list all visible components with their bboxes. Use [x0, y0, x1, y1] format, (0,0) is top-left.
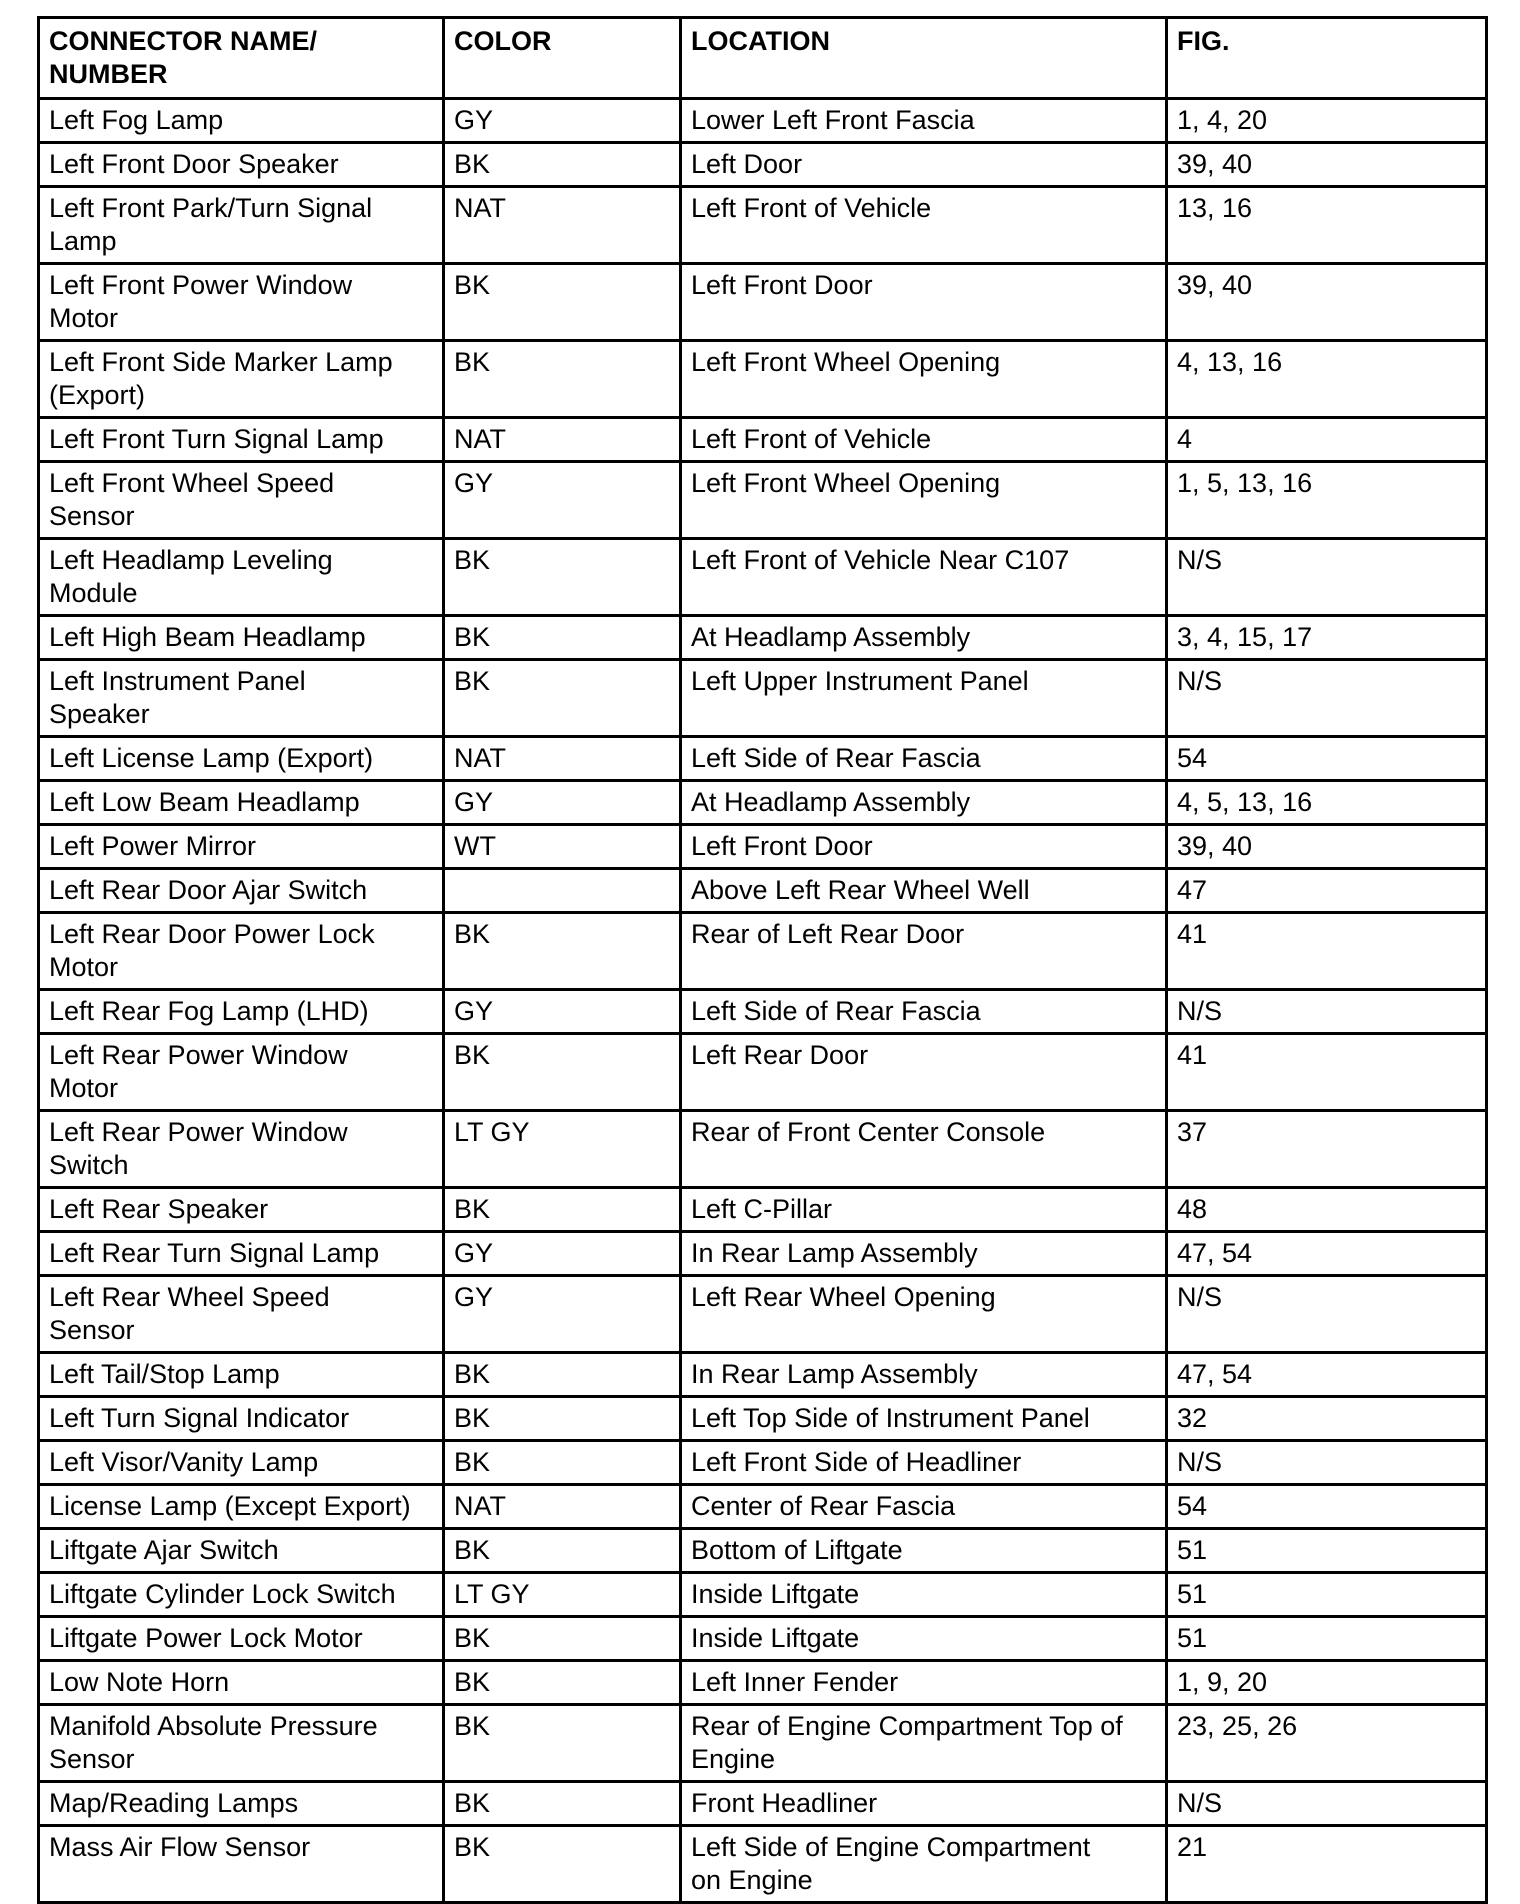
table-row — [39, 616, 1487, 660]
cell-fig: 47, 54 — [1167, 1232, 1487, 1276]
cell-location-line: Lower Left Front Fascia — [691, 105, 975, 135]
cell-location-line: Left Front Wheel Opening — [691, 347, 1001, 377]
cell-connector-name-line: License Lamp (Except Export) — [49, 1491, 411, 1521]
cell-color: BK — [444, 1397, 681, 1441]
cell-connector-name-line: Motor — [49, 1073, 119, 1103]
cell-location-line: Rear of Left Rear Door — [691, 919, 965, 949]
cell-connector-name — [39, 1661, 444, 1705]
cell-fig: 13, 16 — [1167, 187, 1487, 264]
table-row — [39, 1034, 1487, 1111]
cell-connector-name-line: Left Rear Turn Signal Lamp — [49, 1238, 380, 1268]
cell-location — [681, 1034, 1167, 1111]
cell-fig: 51 — [1167, 1617, 1487, 1661]
cell-connector-name-line: Low Note Horn — [49, 1667, 230, 1697]
cell-location-line: Left Front Door — [691, 831, 873, 861]
table-row — [39, 99, 1487, 143]
cell-location — [681, 990, 1167, 1034]
cell-color: BK — [444, 913, 681, 990]
table-row — [39, 143, 1487, 187]
cell-connector-name — [39, 1111, 444, 1188]
cell-connector-name-line: Left Rear Speaker — [49, 1194, 269, 1224]
cell-location-line: Left Front Door — [691, 270, 873, 300]
cell-connector-name — [39, 99, 444, 143]
cell-connector-name-line: Left Rear Power Window — [49, 1040, 348, 1070]
table-row — [39, 539, 1487, 616]
table-row — [39, 1573, 1487, 1617]
cell-connector-name — [39, 187, 444, 264]
cell-connector-name — [39, 1353, 444, 1397]
cell-location — [681, 1111, 1167, 1188]
cell-connector-name — [39, 660, 444, 737]
cell-connector-name — [39, 418, 444, 462]
cell-fig: 47 — [1167, 869, 1487, 913]
cell-location-line: Left Rear Door — [691, 1040, 869, 1070]
table-row — [39, 913, 1487, 990]
cell-fig: 3, 4, 15, 17 — [1167, 616, 1487, 660]
cell-location-line: Left Side of Rear Fascia — [691, 743, 981, 773]
cell-fig: 4, 5, 13, 16 — [1167, 781, 1487, 825]
cell-connector-name-line: Left Headlamp Leveling — [49, 545, 333, 575]
cell-connector-name-line: Left Low Beam Headlamp — [49, 787, 360, 817]
cell-location — [681, 462, 1167, 539]
cell-fig: 47, 54 — [1167, 1353, 1487, 1397]
cell-color: LT GY — [444, 1111, 681, 1188]
cell-location-line: Left Side of Rear Fascia — [691, 996, 981, 1026]
table-row — [39, 1397, 1487, 1441]
cell-connector-name-line: Left Front Turn Signal Lamp — [49, 424, 384, 454]
cell-connector-name — [39, 616, 444, 660]
table-body — [39, 99, 1487, 1903]
cell-location-line: Left C-Pillar — [691, 1194, 833, 1224]
cell-connector-name-line: Left License Lamp (Export) — [49, 743, 374, 773]
cell-connector-name — [39, 462, 444, 539]
cell-connector-name-line: Map/Reading Lamps — [49, 1788, 299, 1818]
cell-location-line: Left Front of Vehicle — [691, 193, 932, 223]
cell-fig: 1, 5, 13, 16 — [1167, 462, 1487, 539]
cell-connector-name-line: Liftgate Power Lock Motor — [49, 1623, 363, 1653]
cell-location — [681, 1573, 1167, 1617]
cell-connector-name-line: Sensor — [49, 501, 135, 531]
cell-color: NAT — [444, 1485, 681, 1529]
cell-fig: 39, 40 — [1167, 264, 1487, 341]
table-row — [39, 264, 1487, 341]
cell-connector-name — [39, 1573, 444, 1617]
cell-color: BK — [444, 1353, 681, 1397]
cell-connector-name-line: Left Tail/Stop Lamp — [49, 1359, 280, 1389]
cell-location-line: Left Front of Vehicle Near C107 — [691, 545, 1070, 575]
cell-location-line: Left Rear Wheel Opening — [691, 1282, 996, 1312]
cell-connector-name-line: Motor — [49, 303, 119, 333]
cell-color: BK — [444, 1441, 681, 1485]
cell-location — [681, 869, 1167, 913]
cell-location — [681, 660, 1167, 737]
table-row — [39, 869, 1487, 913]
cell-fig: 51 — [1167, 1573, 1487, 1617]
cell-location — [681, 1826, 1167, 1903]
cell-fig: N/S — [1167, 990, 1487, 1034]
cell-connector-name-line: Left Power Mirror — [49, 831, 257, 861]
cell-connector-name — [39, 1441, 444, 1485]
table-row — [39, 1617, 1487, 1661]
cell-connector-name — [39, 781, 444, 825]
cell-connector-name — [39, 1617, 444, 1661]
cell-fig: 32 — [1167, 1397, 1487, 1441]
cell-fig: 1, 9, 20 — [1167, 1661, 1487, 1705]
cell-location-line: At Headlamp Assembly — [691, 787, 971, 817]
cell-connector-name — [39, 1397, 444, 1441]
cell-fig: N/S — [1167, 539, 1487, 616]
cell-color: GY — [444, 1276, 681, 1353]
cell-location — [681, 1276, 1167, 1353]
cell-location — [681, 913, 1167, 990]
cell-fig: 51 — [1167, 1529, 1487, 1573]
cell-color: NAT — [444, 418, 681, 462]
table-row — [39, 990, 1487, 1034]
cell-location — [681, 1782, 1167, 1826]
header-connector-name-line1: CONNECTOR NAME/ — [49, 26, 318, 56]
table-row — [39, 1188, 1487, 1232]
cell-fig: 1, 4, 20 — [1167, 99, 1487, 143]
cell-connector-name-line: Left Turn Signal Indicator — [49, 1403, 350, 1433]
cell-location — [681, 1485, 1167, 1529]
cell-location — [681, 1397, 1167, 1441]
cell-location — [681, 616, 1167, 660]
cell-connector-name-line: Left Instrument Panel — [49, 666, 306, 696]
cell-connector-name-line: Left High Beam Headlamp — [49, 622, 366, 652]
cell-connector-name — [39, 1485, 444, 1529]
cell-location-line: Front Headliner — [691, 1788, 878, 1818]
table-row — [39, 781, 1487, 825]
cell-location — [681, 264, 1167, 341]
cell-location — [681, 99, 1167, 143]
cell-connector-name — [39, 1276, 444, 1353]
cell-connector-name-line: Left Front Wheel Speed — [49, 468, 335, 498]
cell-fig: 4 — [1167, 418, 1487, 462]
cell-fig: 4, 13, 16 — [1167, 341, 1487, 418]
cell-connector-name — [39, 539, 444, 616]
table-row — [39, 825, 1487, 869]
cell-location-line: Center of Rear Fascia — [691, 1491, 956, 1521]
cell-connector-name-line: Left Front Door Speaker — [49, 149, 339, 179]
cell-location — [681, 737, 1167, 781]
cell-location-line: At Headlamp Assembly — [691, 622, 971, 652]
table-row — [39, 1232, 1487, 1276]
table-row — [39, 1826, 1487, 1903]
cell-location-line: In Rear Lamp Assembly — [691, 1238, 978, 1268]
table-row — [39, 660, 1487, 737]
cell-fig: 39, 40 — [1167, 143, 1487, 187]
connector-table — [37, 16, 1488, 1904]
cell-connector-name — [39, 825, 444, 869]
cell-color: BK — [444, 1034, 681, 1111]
cell-connector-name — [39, 913, 444, 990]
cell-location — [681, 1705, 1167, 1782]
table-row — [39, 1705, 1487, 1782]
cell-color: BK — [444, 264, 681, 341]
cell-connector-name — [39, 1232, 444, 1276]
cell-connector-name-line: (Export) — [49, 380, 146, 410]
cell-location — [681, 1353, 1167, 1397]
cell-location — [681, 341, 1167, 418]
cell-color: BK — [444, 539, 681, 616]
cell-color: GY — [444, 462, 681, 539]
cell-color — [444, 869, 681, 913]
cell-location-line: Left Front Side of Headliner — [691, 1447, 1022, 1477]
cell-fig: N/S — [1167, 660, 1487, 737]
cell-connector-name-line: Motor — [49, 952, 119, 982]
cell-connector-name — [39, 264, 444, 341]
cell-connector-name — [39, 341, 444, 418]
cell-color: BK — [444, 660, 681, 737]
cell-connector-name — [39, 143, 444, 187]
cell-location-line: Left Upper Instrument Panel — [691, 666, 1029, 696]
cell-connector-name — [39, 1034, 444, 1111]
cell-connector-name-line: Left Rear Door Power Lock — [49, 919, 375, 949]
cell-location — [681, 825, 1167, 869]
cell-color: BK — [444, 616, 681, 660]
cell-location-line: Rear of Front Center Console — [691, 1117, 1046, 1147]
cell-location-line: on Engine — [691, 1865, 813, 1895]
cell-location — [681, 781, 1167, 825]
cell-color: GY — [444, 1232, 681, 1276]
cell-connector-name-line: Left Front Side Marker Lamp — [49, 347, 393, 377]
cell-fig: 37 — [1167, 1111, 1487, 1188]
cell-color: BK — [444, 1617, 681, 1661]
cell-location-line: Left Front Wheel Opening — [691, 468, 1001, 498]
cell-location-line: Engine — [691, 1744, 776, 1774]
table-row — [39, 1529, 1487, 1573]
cell-fig: 54 — [1167, 737, 1487, 781]
cell-color: WT — [444, 825, 681, 869]
table-row — [39, 1661, 1487, 1705]
header-location: LOCATION — [681, 18, 1167, 99]
cell-color: GY — [444, 990, 681, 1034]
cell-color: NAT — [444, 187, 681, 264]
cell-fig: 54 — [1167, 1485, 1487, 1529]
cell-connector-name-line: Left Rear Door Ajar Switch — [49, 875, 368, 905]
table-row — [39, 341, 1487, 418]
cell-location — [681, 1617, 1167, 1661]
cell-connector-name-line: Switch — [49, 1150, 129, 1180]
cell-fig: N/S — [1167, 1782, 1487, 1826]
connector-table-page — [37, 16, 1485, 1904]
cell-color: BK — [444, 341, 681, 418]
cell-connector-name-line: Sensor — [49, 1315, 135, 1345]
cell-location — [681, 1188, 1167, 1232]
table-row — [39, 737, 1487, 781]
cell-connector-name — [39, 1705, 444, 1782]
cell-fig: 41 — [1167, 913, 1487, 990]
cell-connector-name-line: Left Visor/Vanity Lamp — [49, 1447, 319, 1477]
cell-color: GY — [444, 781, 681, 825]
table-row — [39, 1485, 1487, 1529]
header-connector-name — [39, 18, 444, 99]
cell-connector-name — [39, 1529, 444, 1573]
cell-connector-name-line: Left Fog Lamp — [49, 105, 224, 135]
cell-location — [681, 1441, 1167, 1485]
cell-location-line: Left Side of Engine Compartment — [691, 1832, 1091, 1862]
header-fig: FIG. — [1167, 18, 1487, 99]
cell-location-line: Bottom of Liftgate — [691, 1535, 903, 1565]
cell-connector-name-line: Liftgate Ajar Switch — [49, 1535, 279, 1565]
cell-color: NAT — [444, 737, 681, 781]
cell-color: BK — [444, 143, 681, 187]
cell-color: BK — [444, 1188, 681, 1232]
cell-color: BK — [444, 1705, 681, 1782]
table-row — [39, 1111, 1487, 1188]
cell-connector-name-line: Liftgate Cylinder Lock Switch — [49, 1579, 396, 1609]
cell-location-line: Left Door — [691, 149, 803, 179]
cell-connector-name-line: Left Rear Wheel Speed — [49, 1282, 330, 1312]
cell-fig: 23, 25, 26 — [1167, 1705, 1487, 1782]
cell-color: BK — [444, 1826, 681, 1903]
cell-color: BK — [444, 1782, 681, 1826]
table-row — [39, 418, 1487, 462]
cell-location-line: Left Inner Fender — [691, 1667, 899, 1697]
cell-connector-name-line: Left Front Park/Turn Signal — [49, 193, 373, 223]
cell-fig: N/S — [1167, 1441, 1487, 1485]
cell-location-line: Inside Liftgate — [691, 1579, 860, 1609]
cell-location-line: Inside Liftgate — [691, 1623, 860, 1653]
cell-location — [681, 539, 1167, 616]
cell-connector-name — [39, 1188, 444, 1232]
cell-location — [681, 187, 1167, 264]
table-row — [39, 1441, 1487, 1485]
header-color: COLOR — [444, 18, 681, 99]
cell-color: BK — [444, 1661, 681, 1705]
cell-location-line: Left Front of Vehicle — [691, 424, 932, 454]
cell-connector-name-line: Mass Air Flow Sensor — [49, 1832, 311, 1862]
cell-fig: 39, 40 — [1167, 825, 1487, 869]
cell-location — [681, 1232, 1167, 1276]
cell-connector-name-line: Lamp — [49, 226, 117, 256]
cell-connector-name-line: Left Rear Fog Lamp (LHD) — [49, 996, 369, 1026]
cell-color: LT GY — [444, 1573, 681, 1617]
cell-connector-name-line: Left Rear Power Window — [49, 1117, 348, 1147]
table-row — [39, 462, 1487, 539]
cell-connector-name — [39, 1826, 444, 1903]
table-row — [39, 1276, 1487, 1353]
cell-fig: 21 — [1167, 1826, 1487, 1903]
cell-connector-name-line: Module — [49, 578, 138, 608]
cell-location-line: Above Left Rear Wheel Well — [691, 875, 1030, 905]
cell-color: BK — [444, 1529, 681, 1573]
header-connector-name-line2: NUMBER — [49, 59, 168, 89]
table-header-row — [39, 18, 1487, 99]
cell-connector-name-line: Left Front Power Window — [49, 270, 353, 300]
cell-location-line: Rear of Engine Compartment Top of — [691, 1711, 1123, 1741]
table-row — [39, 187, 1487, 264]
cell-location — [681, 1661, 1167, 1705]
cell-location-line: Left Top Side of Instrument Panel — [691, 1403, 1090, 1433]
cell-connector-name — [39, 869, 444, 913]
cell-location-line: In Rear Lamp Assembly — [691, 1359, 978, 1389]
cell-connector-name-line: Sensor — [49, 1744, 135, 1774]
cell-fig: 41 — [1167, 1034, 1487, 1111]
cell-connector-name — [39, 737, 444, 781]
cell-connector-name-line: Manifold Absolute Pressure — [49, 1711, 378, 1741]
cell-location — [681, 143, 1167, 187]
cell-fig: 48 — [1167, 1188, 1487, 1232]
cell-connector-name — [39, 990, 444, 1034]
cell-color: GY — [444, 99, 681, 143]
cell-connector-name-line: Speaker — [49, 699, 150, 729]
cell-location — [681, 1529, 1167, 1573]
table-row — [39, 1353, 1487, 1397]
cell-location — [681, 418, 1167, 462]
cell-fig: N/S — [1167, 1276, 1487, 1353]
cell-connector-name — [39, 1782, 444, 1826]
table-row — [39, 1782, 1487, 1826]
